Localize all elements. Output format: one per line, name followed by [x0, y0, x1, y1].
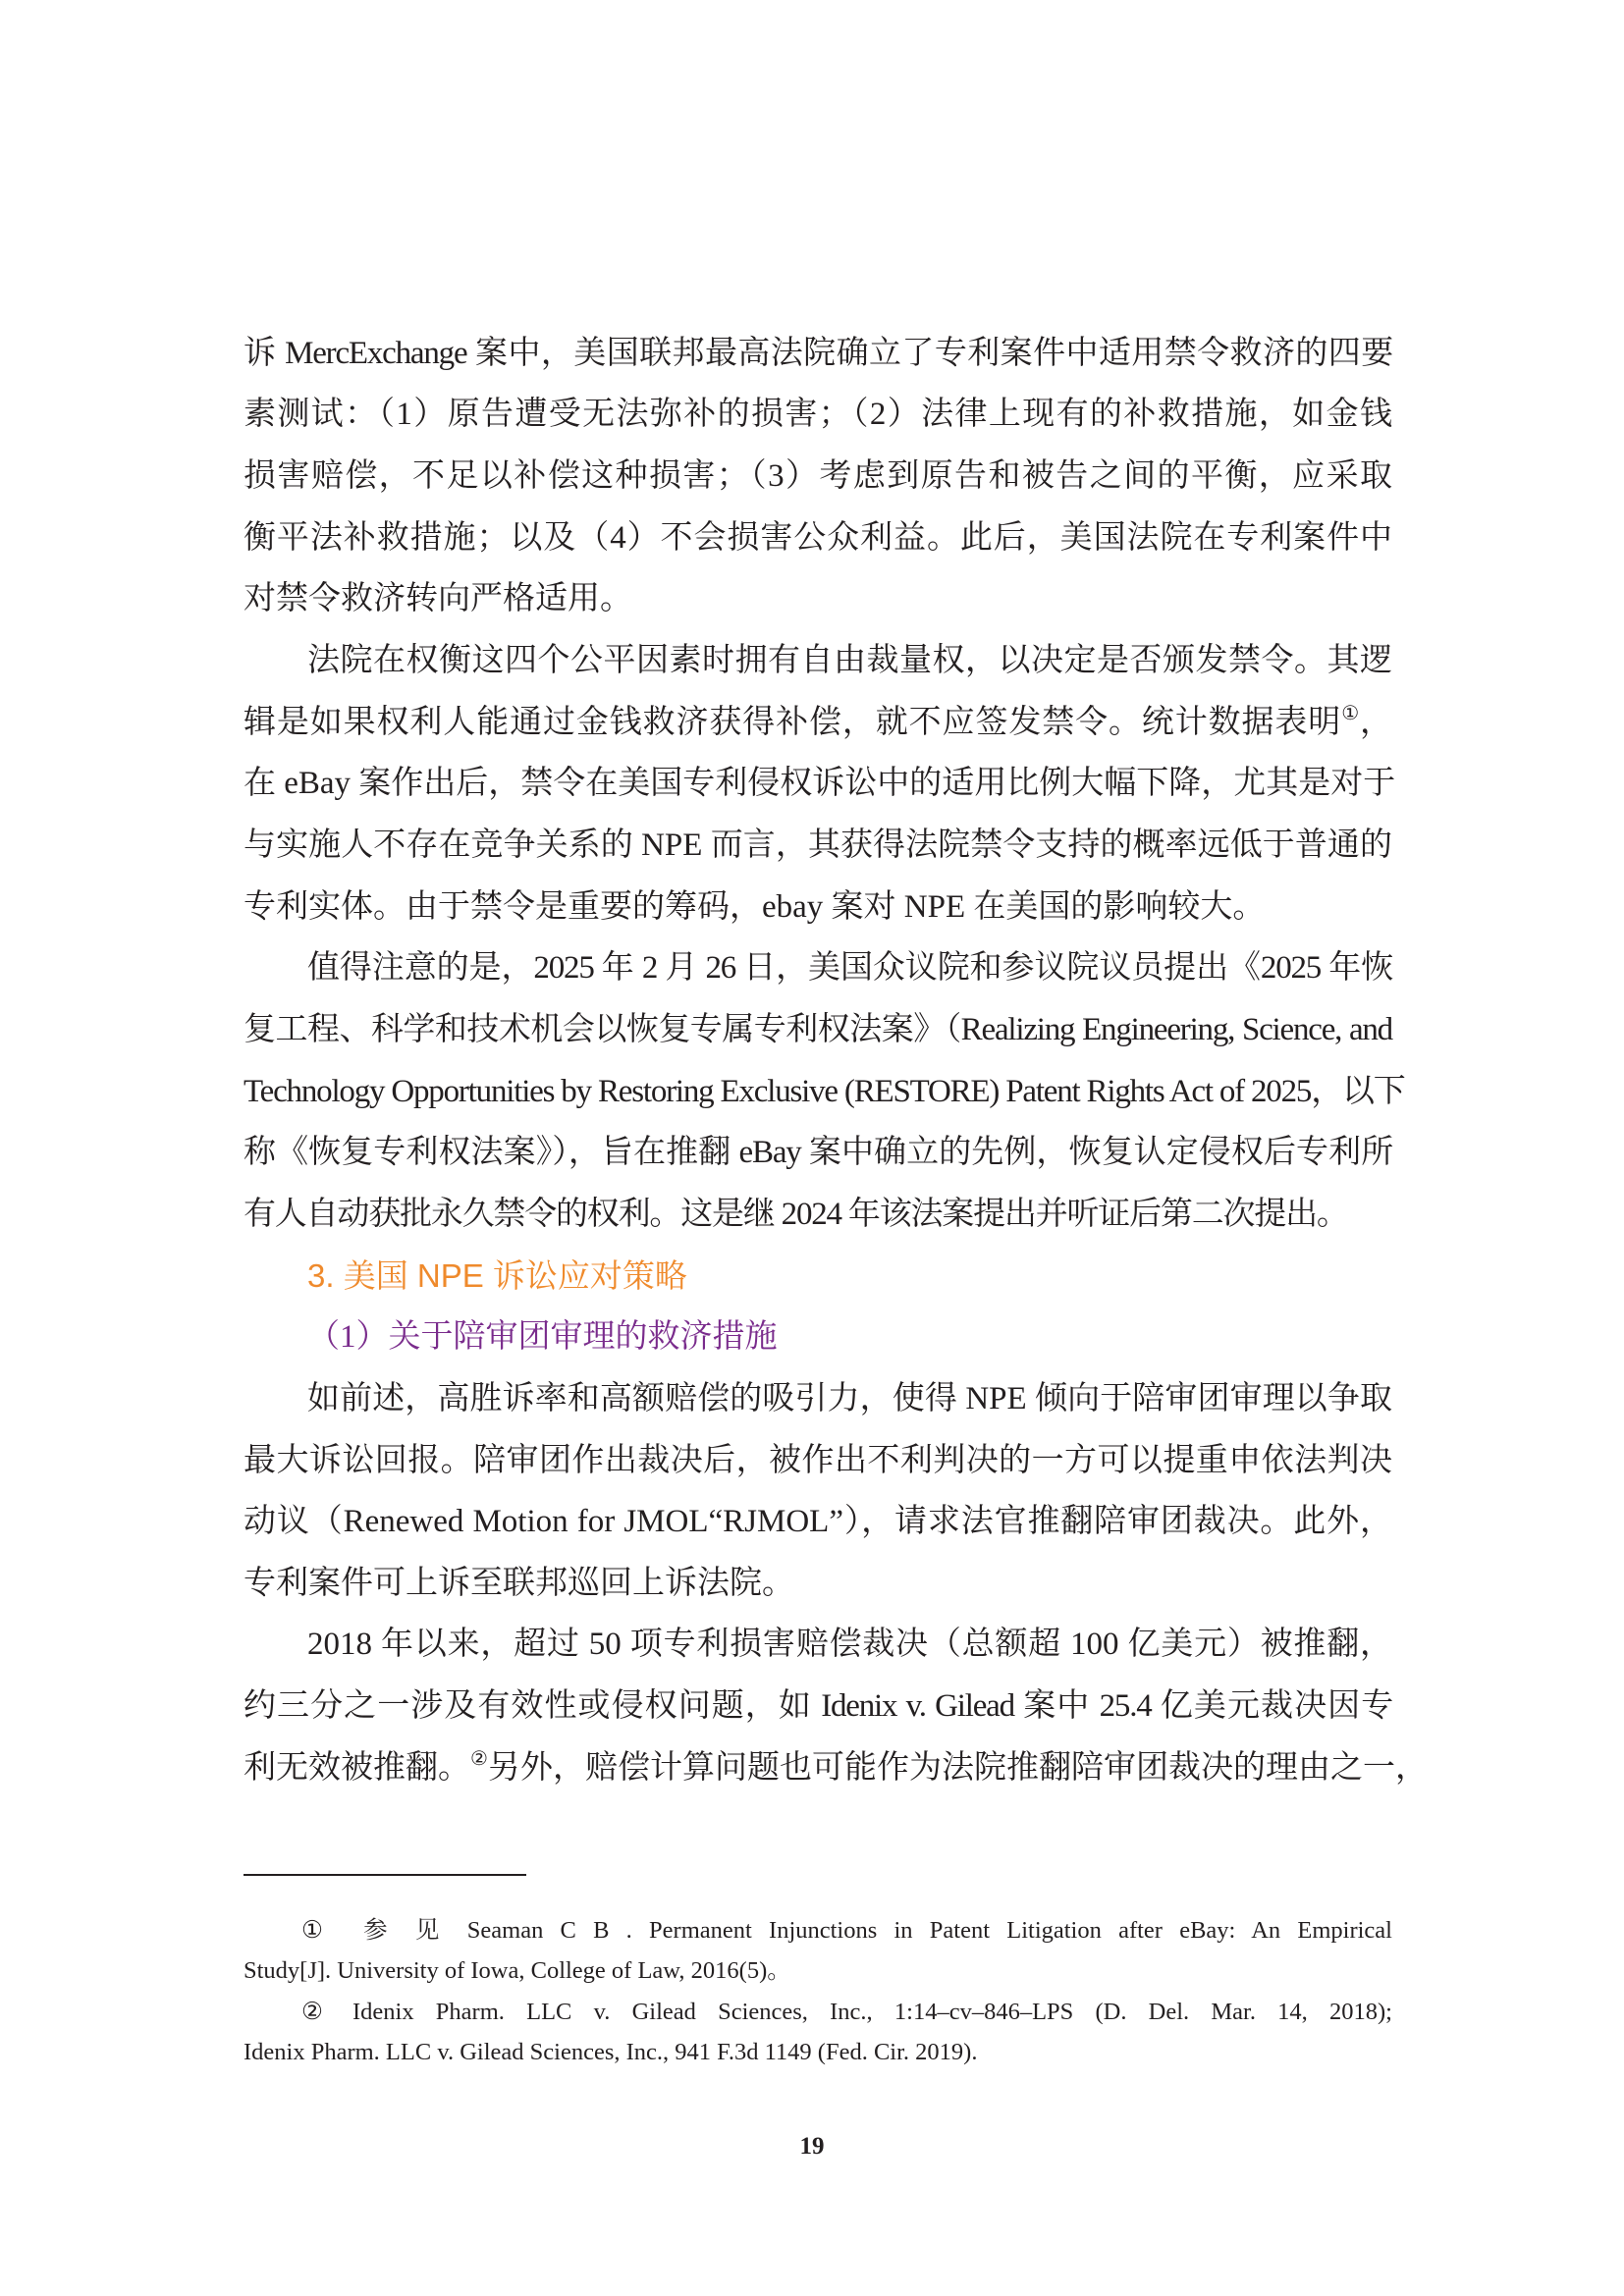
para-2-line-5: 专利实体。由于禁令是重要的筹码，ebay 案对 NPE 在美国的影响较大。 — [244, 888, 1266, 925]
footnote-2-text: Idenix Pharm. LLC v. Gilead Sciences, Inc., 1:14–cv–846–LPS (D. Del. Mar. 14, 2018); — [352, 1998, 1392, 2025]
footnote-1-marker: ① — [301, 1916, 323, 1944]
para-5-line-3-text-end: 另外，赔偿计算问题也可能作为法院推翻陪审团裁决的理由之一， — [487, 1749, 1428, 1786]
para-2-line-4: 与实施人不存在竞争关系的 NPE 而言，其获得法院禁令支持的概率远低于普通的 — [244, 827, 1392, 863]
para-2-line-2 — [244, 692, 1392, 754]
paragraph-5 — [244, 1614, 1428, 1798]
footnote-1-line-1 — [244, 1910, 1392, 1951]
footnote-ref-1: ① — [1341, 702, 1361, 724]
para-1-line-3: 损害赔偿，不足以补偿这种损害；（3）考虑到原告和被告之间的平衡，应采取 — [244, 458, 1392, 494]
paragraph-4 — [244, 1368, 1392, 1615]
para-4-line-3: 动议（Renewed Motion for JMOL“RJMOL”），请求法官推翻陪审团裁决。此外， — [244, 1504, 1392, 1540]
footnote-divider — [244, 1874, 526, 1876]
para-4-line-4: 专利案件可上诉至联邦巡回上诉法院。 — [244, 1565, 794, 1601]
para-4-line-2: 最大诉讼回报。陪审团作出裁决后，被作出不利判决的一方可以提重申依法判决 — [244, 1442, 1392, 1478]
footnotes — [244, 1910, 1392, 2073]
para-1-line-2: 素测试：（1）原告遭受无法弥补的损害；（2）法律上现有的补救措施，如金钱 — [244, 397, 1392, 433]
para-3-line-4: 称《恢复专利权法案》），旨在推翻 eBay 案中确立的先例，恢复认定侵权后专利所 — [244, 1135, 1392, 1171]
para-5-line-2: 约三分之一涉及有效性或侵权问题，如 Idenix v. Gilead 案中 25.4 亿美元裁决因专 — [244, 1688, 1392, 1725]
body-text — [244, 323, 1428, 1799]
paragraph-2 — [244, 630, 1396, 937]
section-heading: 3. 美国 NPE 诉讼应对策略 — [307, 1256, 687, 1294]
page-number: 19 — [799, 2133, 825, 2160]
footnote-1-text: 参 见 Seaman C B . Permanent Injunctions in Patent Litigation after eBay: An Empirical — [352, 1916, 1392, 1944]
footnote-1-line-2: Study[J]. University of Iowa, College of Law, 2016(5)。 — [244, 1957, 791, 1985]
para-4-line-1: 如前述，高胜诉率和高额赔偿的吸引力，使得 NPE 倾向于陪审团审理以争取 — [307, 1380, 1392, 1416]
paragraph-3 — [244, 937, 1405, 1245]
para-1-line-4: 衡平法补救措施；以及（4）不会损害公众利益。此后，美国法院在专利案件中 — [244, 519, 1392, 556]
paragraph-1 — [244, 323, 1392, 630]
para-5-line-3 — [244, 1737, 1428, 1799]
footnote-2-line-1 — [244, 1992, 1392, 2033]
para-3-line-3: Technology Opportunities by Restoring Exclusive (RESTORE) Patent Rights Act of 2025，以下 — [244, 1073, 1405, 1109]
para-2-line-2-text: 辑是如果权利人能通过金钱救济获得补偿，就不应签发禁令。统计数据表明 — [244, 704, 1342, 740]
subsection-heading: （1）关于陪审团审理的救济措施 — [307, 1319, 778, 1356]
para-3-line-2: 复工程、科学和技术机会以恢复专属专利权法案》（Realizing Engineering, Science, and — [244, 1011, 1392, 1047]
para-1-line-5: 对禁令救济转向严格适用。 — [244, 581, 632, 617]
para-3-line-5: 有人自动获批永久禁令的权利。这是继 2024 年该法案提出并听证后第二次提出。 — [244, 1196, 1348, 1232]
footnote-ref-2: ② — [470, 1747, 488, 1770]
para-1-line-1: 诉 MercExchange 案中，美国联邦最高法院确立了专利案件中适用禁令救济的四要 — [244, 335, 1392, 371]
para-5-line-3-text: 利无效被推翻。 — [244, 1749, 470, 1786]
para-5-line-1: 2018 年以来，超过 50 项专利损害赔偿裁决（总额超 100 亿美元）被推翻， — [307, 1627, 1392, 1663]
para-3-line-1: 值得注意的是，2025 年 2 月 26 日，美国众议院和参议院议员提出《2025 年恢 — [307, 950, 1392, 987]
para-2-line-1: 法院在权衡这四个公平因素时拥有自由裁量权，以决定是否颁发禁令。其逻 — [307, 642, 1392, 678]
footnote-2-line-2: Idenix Pharm. LLC v. Gilead Sciences, Inc., 941 F.3d 1149 (Fed. Cir. 2019). — [244, 2039, 978, 2066]
para-2-line-2-text-end: ， — [1360, 704, 1393, 740]
footnote-2-marker: ② — [301, 1998, 323, 2025]
para-2-line-3: 在 eBay 案作出后，禁令在美国专利侵权诉讼中的适用比例大幅下降，尤其是对于 — [244, 766, 1396, 802]
